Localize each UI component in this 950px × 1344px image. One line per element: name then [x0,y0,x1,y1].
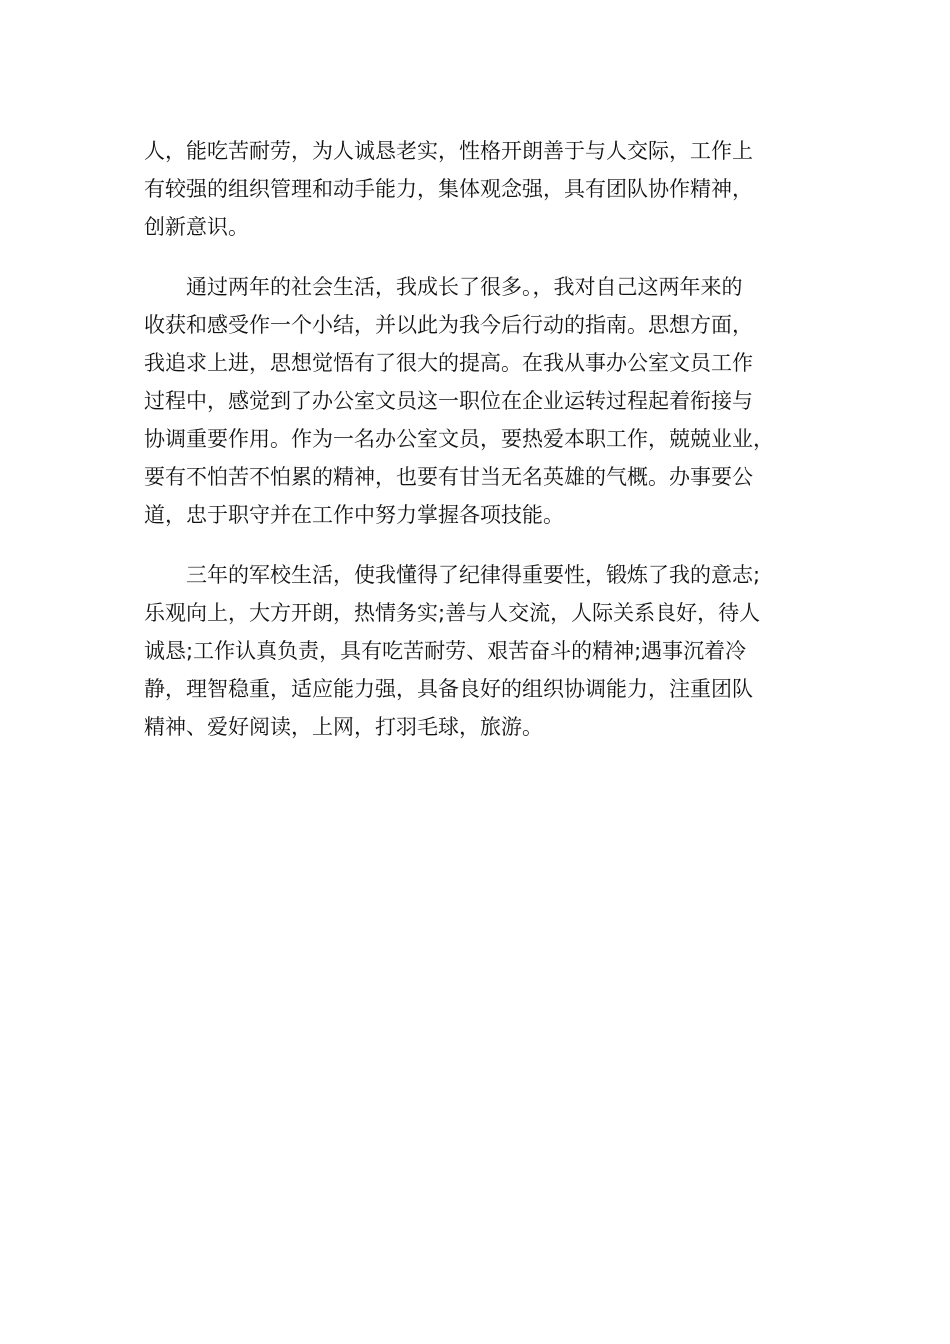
text-line: 精神、爱好阅读，上网，打羽毛球，旅游。 [144,715,543,739]
text-line: 要有不怕苦不怕累的精神，也要有甘当无名英雄的气概。办事要公 [144,465,753,489]
text-line: 静，理智稳重，适应能力强，具备良好的组织协调能力，注重团队 [144,677,753,701]
text-line: 人，能吃苦耐劳，为人诚恳老实，性格开朗善于与人交际，工作上 [144,139,753,163]
paragraph-gap [144,246,814,268]
text-line: 我追求上进，思想觉悟有了很大的提高。在我从事办公室文员工作 [144,351,753,375]
paragraph-gap [144,534,814,556]
text-line: 协调重要作用。作为一名办公室文员，要热爱本职工作，兢兢业业， [144,427,774,451]
text-line: 乐观向上，大方开朗，热情务实;善与人交流，人际关系良好，待人 [144,601,761,625]
text-line: 道，忠于职守并在工作中努力掌握各项技能。 [144,503,564,527]
paragraph-1 [144,132,814,246]
text-line: 三年的军校生活，使我懂得了纪律得重要性，锻炼了我的意志; [144,563,761,587]
paragraph-2 [144,268,814,534]
document-body [144,132,814,746]
text-line: 创新意识。 [144,215,249,239]
text-line: 诚恳;工作认真负责，具有吃苦耐劳、艰苦奋斗的精神;遇事沉着冷 [144,639,747,663]
paragraph-3 [144,556,814,746]
text-line: 过程中，感觉到了办公室文员这一职位在企业运转过程起着衔接与 [144,389,753,413]
text-line: 收获和感受作一个小结，并以此为我今后行动的指南。思想方面， [144,313,753,337]
text-line: 有较强的组织管理和动手能力，集体观念强，具有团队协作精神， [144,177,753,201]
text-line: 通过两年的社会生活，我成长了很多。，我对自己这两年来的 [144,275,743,299]
